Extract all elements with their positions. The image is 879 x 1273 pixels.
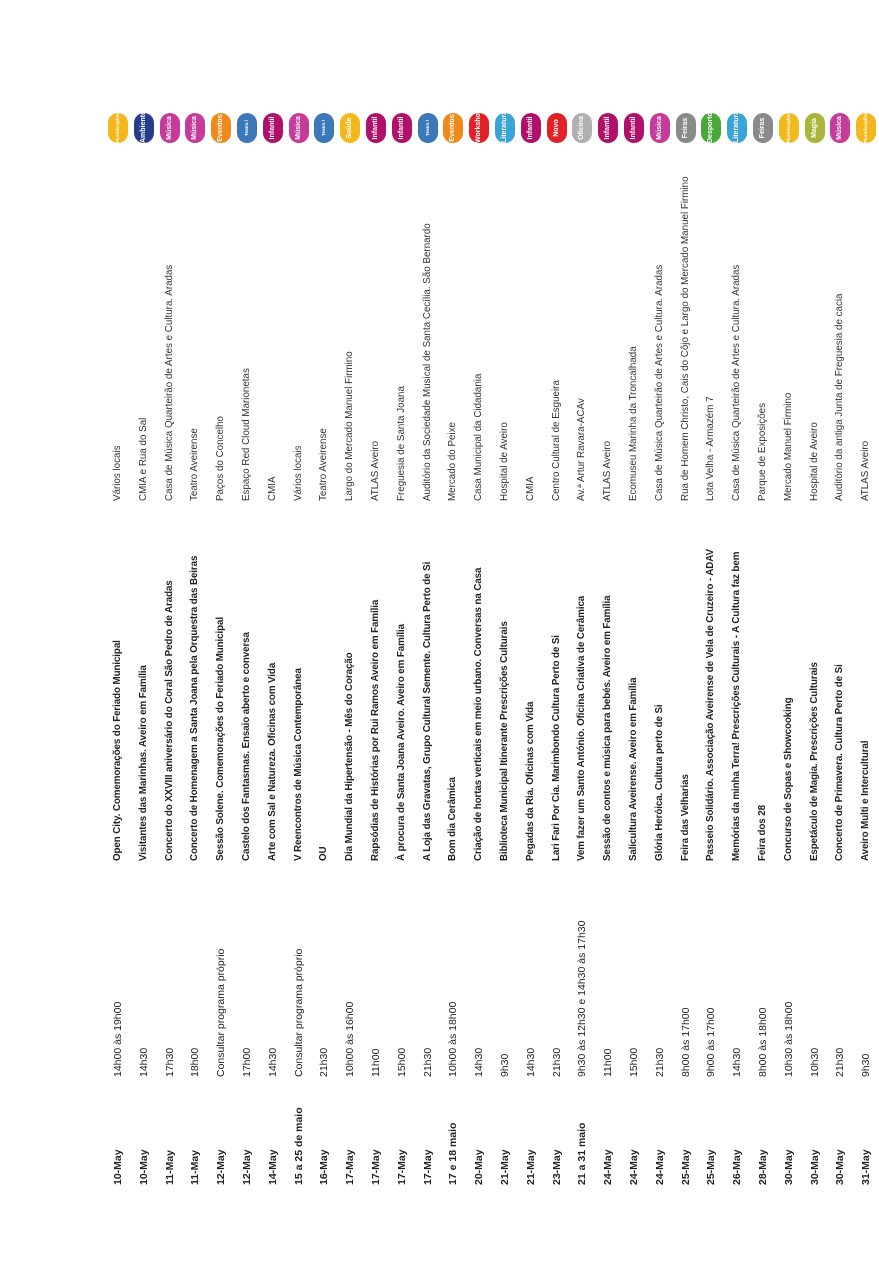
event-venue: CMIA bbox=[524, 476, 536, 501]
event-row bbox=[647, 0, 673, 1273]
event-title: Bom dia Cerâmica bbox=[447, 777, 459, 861]
category-badge: Literatura bbox=[495, 113, 515, 143]
category-badge-wrap bbox=[805, 113, 825, 143]
event-row bbox=[182, 0, 208, 1273]
category-badge-wrap bbox=[676, 113, 696, 143]
category-badge-wrap bbox=[856, 110, 876, 143]
event-venue: Ecomuseu Marinha da Troncalhada bbox=[628, 346, 639, 501]
event-date: 28-May bbox=[757, 1149, 769, 1185]
event-row bbox=[337, 0, 363, 1273]
category-badge: Eventos bbox=[211, 113, 231, 143]
category-badge-wrap bbox=[495, 110, 515, 143]
event-venue: Auditório da Sociedade Musical de Santa Cecília. São Bernardo bbox=[421, 223, 433, 501]
category-badge-wrap bbox=[237, 113, 257, 143]
event-date: 10-May bbox=[112, 1149, 124, 1185]
category-badge-wrap bbox=[366, 113, 386, 143]
category-badge-wrap bbox=[418, 113, 438, 143]
event-time: 8h00 às 18h00 bbox=[757, 1007, 769, 1077]
event-date: 30-May bbox=[782, 1149, 795, 1185]
event-title: A Loja das Gravatas, Grupo Cultural Semente. Cultura Perto de Si bbox=[421, 561, 433, 861]
event-time: 21h30 bbox=[550, 1047, 563, 1077]
category-badge-wrap bbox=[392, 113, 412, 143]
event-venue: Espaço Red Cloud Marionetas bbox=[241, 368, 252, 501]
event-title: Vem fazer um Santo António. Oficina Criativa de Cerâmica bbox=[576, 595, 588, 861]
event-time: 14h30 bbox=[137, 1047, 150, 1077]
event-venue: Mercado do Peixe bbox=[447, 422, 459, 501]
event-venue: ATLAS Aveiro bbox=[860, 440, 872, 501]
event-row bbox=[569, 0, 595, 1273]
event-time: 15h00 bbox=[395, 1047, 408, 1077]
event-time: 21h30 bbox=[318, 1047, 331, 1077]
event-date: 11-May bbox=[163, 1149, 176, 1185]
category-badge: Teatro / bbox=[314, 113, 334, 143]
event-venue: Vários locais bbox=[292, 445, 304, 501]
category-badge: Novo bbox=[547, 113, 567, 143]
event-venue: Vários locais bbox=[112, 445, 123, 501]
category-badge: Música bbox=[650, 113, 670, 143]
event-row bbox=[286, 0, 312, 1273]
event-time: 9h30 bbox=[860, 1053, 873, 1077]
event-title: Concerto do XXVIII aniversário do Coral São Pedro de Aradas bbox=[163, 580, 175, 861]
event-row bbox=[492, 0, 518, 1273]
event-title: Castelo dos Fantasmas. Ensaio aberto e conversa bbox=[241, 632, 252, 861]
category-badge-wrap bbox=[289, 113, 309, 143]
event-row bbox=[595, 0, 621, 1273]
category-badge-wrap bbox=[340, 113, 360, 143]
event-title: Rapsódias de Histórias por Rui Ramos Aveiro em Família bbox=[370, 599, 381, 861]
event-row bbox=[208, 0, 234, 1273]
category-badge: Infantil bbox=[392, 113, 412, 143]
category-badge: Desporto bbox=[701, 113, 721, 143]
event-title: Visitantes das Marinhas. Aveiro em Família bbox=[137, 665, 149, 861]
event-title: Feira das Velharias bbox=[679, 774, 691, 861]
event-date: 17 e 18 maio bbox=[447, 1122, 460, 1185]
event-venue: Lota Velha - Armazém 7 bbox=[705, 396, 717, 501]
event-row bbox=[415, 0, 441, 1273]
category-badge-wrap bbox=[753, 113, 773, 143]
category-badge: Feiras bbox=[676, 113, 696, 143]
event-time: 14h00 às 19h00 bbox=[112, 1001, 124, 1077]
event-row bbox=[311, 0, 337, 1273]
category-badge: Infantil bbox=[624, 113, 644, 143]
event-title: Pegadas da Ria. Oficinas com Vida bbox=[524, 701, 536, 861]
event-title: Criação de hortas verticais em meio urbano. Conversas na Casa bbox=[473, 567, 485, 861]
event-date: 12-May bbox=[241, 1149, 253, 1185]
category-badge: Teatro / bbox=[418, 113, 438, 143]
event-row bbox=[750, 0, 776, 1273]
event-venue: Teatro Aveirense bbox=[189, 428, 201, 501]
category-badge-wrap bbox=[830, 113, 850, 143]
event-time: 21h30 bbox=[653, 1047, 666, 1077]
event-date: 23-May bbox=[550, 1149, 563, 1185]
event-time: 21h30 bbox=[834, 1047, 847, 1077]
event-title: Arte com Sal e Natureza. Oficinas com Vida bbox=[266, 662, 278, 861]
event-venue: Teatro Aveirense bbox=[318, 428, 330, 501]
event-row bbox=[698, 0, 724, 1273]
category-badge: Infantil bbox=[263, 113, 283, 143]
event-time: 14h30 bbox=[731, 1047, 744, 1077]
event-date: 24-May bbox=[653, 1149, 666, 1185]
event-title: Glória Heróica. Cultura perto de Si bbox=[653, 704, 665, 861]
event-date: 21 a 31 maio bbox=[576, 1122, 589, 1185]
event-title: V Reencontros de Música Contemporânea bbox=[292, 668, 304, 861]
category-badge-wrap bbox=[547, 113, 567, 143]
event-title: À procura de Santa Joana Aveiro. Aveiro em Família bbox=[395, 624, 407, 861]
event-time: 17h00 bbox=[241, 1047, 253, 1077]
event-date: 21-May bbox=[524, 1149, 537, 1185]
event-title: Espetáculo de Magia. Prescrições Culturais bbox=[808, 662, 820, 861]
event-time: 9h30 bbox=[499, 1053, 511, 1077]
category-badge: Pluridisciplinar bbox=[108, 113, 128, 143]
event-date: 14-May bbox=[266, 1149, 279, 1185]
category-badge: Feiras bbox=[753, 113, 773, 143]
event-time: Consultar programa próprio bbox=[215, 948, 228, 1077]
category-badge: Infantil bbox=[366, 113, 386, 143]
event-date: 24-May bbox=[602, 1149, 615, 1185]
category-badge-wrap bbox=[263, 113, 283, 143]
event-venue: Paços do Concelho bbox=[215, 416, 227, 501]
event-row bbox=[802, 0, 828, 1273]
event-time: 11h00 bbox=[370, 1048, 382, 1077]
event-date: 30-May bbox=[808, 1149, 821, 1185]
category-badge-wrap bbox=[443, 113, 463, 143]
event-date: 15 a 25 de maio bbox=[292, 1107, 305, 1185]
event-venue: ATLAS Aveiro bbox=[370, 440, 381, 501]
event-date: 25-May bbox=[679, 1149, 692, 1185]
category-badge-wrap bbox=[185, 113, 205, 143]
event-date: 17-May bbox=[395, 1149, 408, 1185]
event-row bbox=[234, 0, 260, 1273]
event-time: 10h00 às 16h00 bbox=[344, 1001, 357, 1077]
event-date: 12-May bbox=[215, 1149, 228, 1185]
event-date: 26-May bbox=[731, 1149, 744, 1185]
event-title: Feira dos 28 bbox=[757, 805, 768, 861]
event-title: Biblioteca Municipal Itinerante Prescrições Culturais bbox=[499, 621, 510, 861]
event-title: Memórias da minha Terra! Prescrições Culturais - A Cultura faz bem bbox=[731, 551, 743, 861]
category-badge-wrap bbox=[598, 113, 618, 143]
event-time: 17h30 bbox=[163, 1047, 176, 1077]
category-badge-wrap bbox=[108, 110, 128, 143]
event-venue: Parque de Exposições bbox=[757, 402, 768, 501]
event-time: 14h30 bbox=[266, 1047, 279, 1077]
event-title: Open City. Comemorações do Feriado Municipal bbox=[112, 640, 123, 861]
category-badge-wrap bbox=[650, 113, 670, 143]
category-badge: Música bbox=[185, 113, 205, 143]
event-venue: ATLAS Aveiro bbox=[602, 440, 614, 501]
event-time: 9h00 às 17h00 bbox=[705, 1007, 718, 1077]
category-badge-wrap bbox=[779, 110, 799, 143]
category-badge: Literatura bbox=[727, 113, 747, 143]
event-title: Salicultura Aveirense. Aveiro em Família bbox=[628, 677, 639, 861]
event-venue: CMIA e Rua do Sal bbox=[137, 417, 149, 501]
category-badge: Pluridisciplinar bbox=[779, 113, 799, 143]
event-row bbox=[105, 0, 131, 1273]
event-date: 17-May bbox=[421, 1149, 434, 1185]
category-badge-wrap bbox=[572, 113, 592, 143]
event-date: 17-May bbox=[370, 1149, 382, 1185]
event-title: Concerto de Primavera. Cultura Perto de Si bbox=[834, 664, 846, 861]
event-title: Concurso de Sopas e Showcooking bbox=[782, 697, 794, 861]
category-badge-wrap bbox=[727, 110, 747, 143]
event-time: 9h30 às 12h30 e 14h30 às 17h30 bbox=[576, 920, 589, 1077]
event-venue: Casa de Música Quarteirão de Artes e Cultura. Aradas bbox=[653, 264, 665, 501]
event-date: 10-May bbox=[137, 1149, 150, 1185]
event-row bbox=[363, 0, 389, 1273]
event-date: 21-May bbox=[499, 1149, 511, 1185]
category-badge-wrap bbox=[160, 113, 180, 143]
event-row bbox=[157, 0, 183, 1273]
event-row bbox=[621, 0, 647, 1273]
category-badge: Teatro / bbox=[237, 113, 257, 143]
event-row bbox=[260, 0, 286, 1273]
category-badge: Workshop bbox=[469, 113, 489, 143]
event-time: Consultar programa próprio bbox=[292, 948, 305, 1077]
category-badge-wrap bbox=[469, 108, 489, 143]
event-title: Sessão de contos e música para bebés. Aveiro em Família bbox=[602, 595, 614, 861]
event-title: OU bbox=[318, 846, 330, 861]
event-row bbox=[724, 0, 750, 1273]
event-venue: Rua de Homem Christo, Cais do Côjo e Largo do Mercado Manuel Firmino bbox=[679, 176, 691, 501]
event-venue: Casa Municipal da Cidadania bbox=[473, 373, 485, 501]
event-date: 30-May bbox=[834, 1149, 847, 1185]
category-badge: Música bbox=[289, 113, 309, 143]
event-date: 11-May bbox=[189, 1149, 202, 1185]
category-badge-wrap bbox=[211, 113, 231, 143]
category-badge-wrap bbox=[314, 113, 334, 143]
event-time: 8h00 às 17h00 bbox=[679, 1007, 692, 1077]
category-badge: Oficina bbox=[572, 113, 592, 143]
event-date: 20-May bbox=[473, 1149, 486, 1185]
category-badge: Ambiente bbox=[134, 113, 154, 143]
event-date: 17-May bbox=[344, 1149, 357, 1185]
event-venue: Casa de Música Quarteirão de Artes e Cultura. Aradas bbox=[163, 264, 175, 501]
category-badge: Eventos bbox=[443, 113, 463, 143]
event-title: Aveiro Multi e Intercultural bbox=[860, 740, 872, 861]
event-time: 15h00 bbox=[628, 1047, 640, 1077]
event-time: 14h30 bbox=[524, 1047, 537, 1077]
category-badge: Pluridisciplinar bbox=[856, 113, 876, 143]
event-date: 16-May bbox=[318, 1149, 331, 1185]
event-venue: CMIA bbox=[266, 476, 278, 501]
event-row bbox=[853, 0, 879, 1273]
event-title: Sessão Solene. Comemorações do Feriado Municipal bbox=[215, 616, 227, 861]
event-venue: Hospital de Aveiro bbox=[499, 422, 510, 501]
event-time: 10h30 às 18h00 bbox=[782, 1001, 795, 1077]
event-date: 31-May bbox=[860, 1149, 873, 1185]
category-badge: Infantil bbox=[598, 113, 618, 143]
event-venue: Casa de Música Quarteirão de Artes e Cultura. Aradas bbox=[731, 264, 743, 501]
event-time: 21h30 bbox=[421, 1047, 434, 1077]
event-date: 24-May bbox=[628, 1149, 640, 1185]
event-time: 10h00 às 18h00 bbox=[447, 1001, 460, 1077]
category-badge-wrap bbox=[701, 113, 721, 143]
category-badge-wrap bbox=[624, 113, 644, 143]
event-venue: Av.ª Artur Ravara-ACAv bbox=[576, 398, 588, 501]
category-badge: Música bbox=[160, 113, 180, 143]
event-row bbox=[776, 0, 802, 1273]
event-row bbox=[440, 0, 466, 1273]
event-time: 14h30 bbox=[473, 1047, 486, 1077]
event-row bbox=[466, 0, 492, 1273]
event-row bbox=[827, 0, 853, 1273]
event-title: Concerto de Homenagem a Santa Joana pela Orquestra das Beiras bbox=[189, 555, 201, 861]
event-time: 18h00 bbox=[189, 1047, 202, 1077]
event-venue: Auditório da antiga Junta de Freguesia de cacia bbox=[834, 293, 846, 501]
category-badge-wrap bbox=[521, 113, 541, 143]
event-row bbox=[131, 0, 157, 1273]
event-venue: Largo do Mercado Manuel Firmino bbox=[344, 351, 356, 501]
event-row bbox=[673, 0, 699, 1273]
event-title: Lari Fari Por Cia. Marimbondo Cultura Perto de Si bbox=[550, 635, 562, 861]
category-badge: Infantil bbox=[521, 113, 541, 143]
event-date: 25-May bbox=[705, 1149, 718, 1185]
event-time: 11h00 bbox=[602, 1048, 615, 1077]
event-row bbox=[544, 0, 570, 1273]
event-venue: Freguesia de Santa Joana bbox=[395, 386, 407, 501]
event-venue: Mercado Manuel Firmino bbox=[782, 392, 794, 501]
event-venue: Centro Cultural de Esgueira bbox=[550, 380, 562, 501]
category-badge: Magia bbox=[805, 113, 825, 143]
event-venue: Hospital de Aveiro bbox=[808, 422, 820, 501]
category-badge: Saúde bbox=[340, 113, 360, 143]
event-title: Dia Mundial da Hipertensão - Mês do Coração bbox=[344, 652, 356, 861]
event-time: 10h30 bbox=[808, 1047, 821, 1077]
category-badge-wrap bbox=[134, 113, 154, 143]
event-row bbox=[389, 0, 415, 1273]
category-badge: Música bbox=[830, 113, 850, 143]
event-row bbox=[518, 0, 544, 1273]
event-title: Passeio Solidário. Associação Aveirense de Vela de Cruzeiro - ADAV bbox=[705, 549, 717, 861]
